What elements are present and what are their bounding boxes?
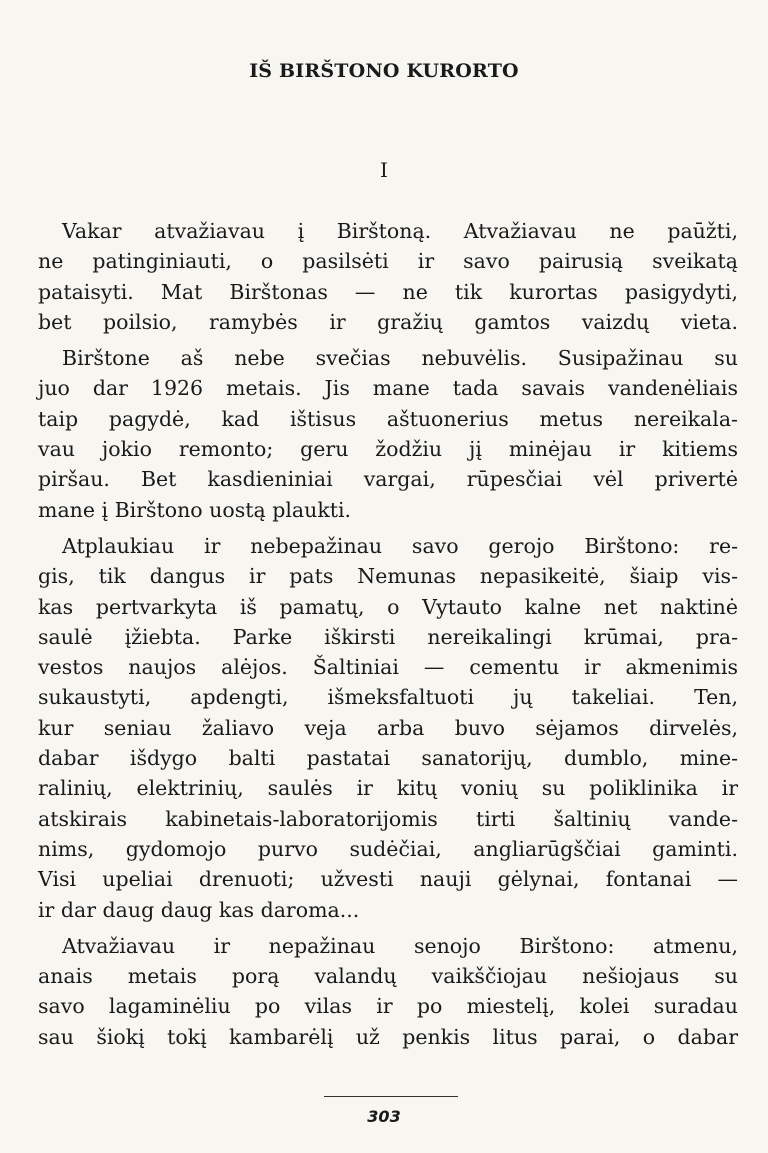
paragraph <box>38 343 738 525</box>
text-line: juo dar 1926 metais. Jis mane tada savais vandenėliais <box>38 376 738 401</box>
text-line: Atvažiavau ir nepažinau senojo Birštono: atmenu, <box>62 933 738 958</box>
paragraph <box>38 531 738 925</box>
text-line: kur seniau žaliavo veja arba buvo sėjamos dirvelės, <box>38 715 738 740</box>
paragraph <box>38 216 738 337</box>
text-line: ralinių, elektrinių, saulės ir kitų vonių su poliklinika ir <box>38 776 738 801</box>
section-numeral: I <box>380 158 388 182</box>
text-line: sukaustyti, apdengti, išmeksfaltuoti jų takeliai. Ten, <box>38 685 738 710</box>
text-line: kas pertvarkyta iš pamatų, o Vytauto kalne net naktinė <box>38 594 738 619</box>
chapter-title: IŠ BIRŠTONO KURORTO <box>249 60 519 82</box>
text-line: ir dar daug daug kas daroma... <box>38 897 360 922</box>
footer-rule <box>324 1096 458 1097</box>
text-line: dabar išdygo balti pastatai sanatorijų, dumblo, mine- <box>38 746 738 771</box>
text-line: atskirais kabinetais-laboratorijomis tirti šaltinių vande- <box>38 806 738 831</box>
text-line: savo lagaminėliu po vilas ir po miestelį, kolei suradau <box>38 994 738 1019</box>
text-line: Visi upeliai drenuoti; užvesti nauji gėlynai, fontanai — <box>38 867 738 892</box>
text-line: ne patinginiauti, o pasilsėti ir savo pairusią sveikatą <box>38 249 738 274</box>
text-line: pataisyti. Mat Birštonas — ne tik kurortas pasigydyti, <box>38 279 738 304</box>
text-line: nims, gydomojo purvo sudėčiai, angliarūgščiai gaminti. <box>38 836 738 861</box>
text-line: vestos naujos alėjos. Šaltiniai — cementu ir akmenimis <box>38 655 738 680</box>
text-line: saulė įžiebta. Parke iškirsti nereikalingi krūmai, pra- <box>38 624 738 649</box>
text-line: gis, tik dangus ir pats Nemunas nepasikeitė, šiaip vis- <box>38 564 738 589</box>
body-text <box>38 216 738 1058</box>
text-line: bet poilsio, ramybės ir gražių gamtos vaizdų vieta. <box>38 309 738 334</box>
text-line: Vakar atvažiavau į Birštoną. Atvažiavau ne paūžti, <box>62 219 738 243</box>
text-line: taip pagydė, kad ištisus aštuonerius metus nereikala- <box>38 406 738 431</box>
text-line: Birštone aš nebe svečias nebuvėlis. Susipažinau su <box>62 346 738 371</box>
page-number: 303 <box>367 1107 401 1126</box>
text-line: anais metais porą valandų vaikščiojau nešiojaus su <box>38 964 738 989</box>
text-line: Atplaukiau ir nebepažinau savo gerojo Birštono: re- <box>62 533 738 558</box>
text-line: sau šiokį tokį kambarėlį už penkis litus parai, o dabar <box>38 1024 738 1049</box>
text-line: mane į Birštono uostą plaukti. <box>38 497 352 522</box>
text-line: vau jokio remonto; geru žodžiu jį minėjau ir kitiems <box>38 437 738 462</box>
text-line: piršau. Bet kasdieniniai vargai, rūpesčiai vėl privertė <box>38 467 738 492</box>
paragraph <box>38 931 738 1052</box>
